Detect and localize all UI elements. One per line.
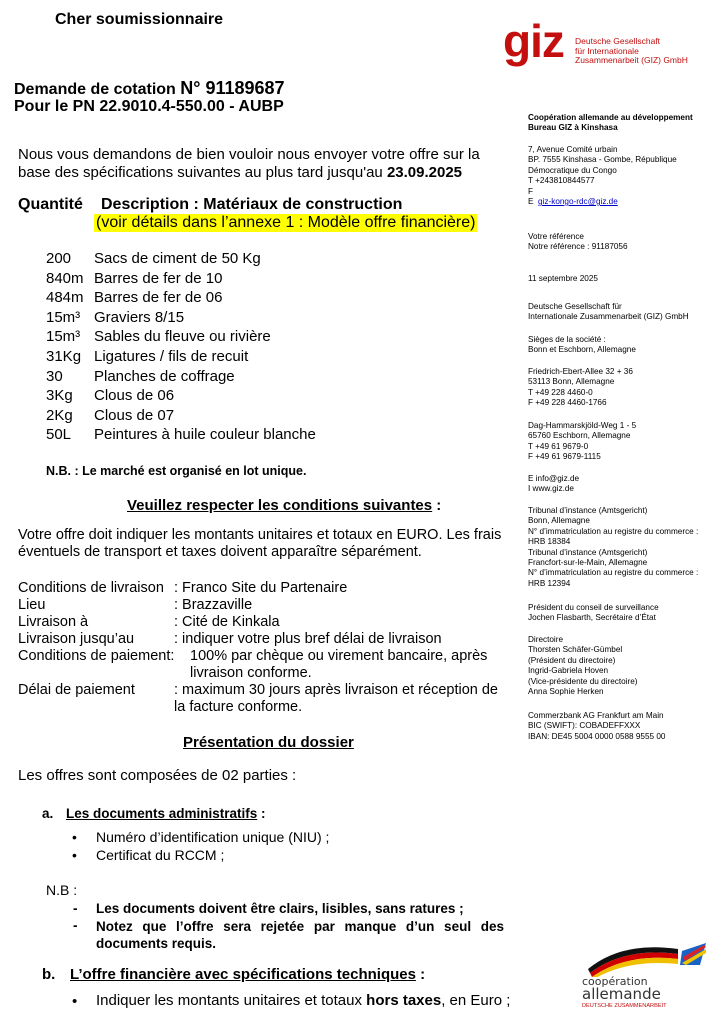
sidebar-line: (Vice-présidente du directoire) — [528, 676, 638, 686]
item-desc: Barres de fer de 10 — [94, 269, 223, 287]
quantity-header: Quantité — [18, 196, 83, 213]
conditions-heading-text: Veuillez respecter les conditions suivantes — [127, 497, 433, 514]
sidebar-line: F — [528, 186, 534, 196]
sidebar-line: F +49 228 4460-1766 — [528, 398, 607, 408]
part-a-suffix: : — [257, 806, 266, 821]
condition-label: Livraison à — [18, 614, 89, 630]
condition-value: : Brazzaville — [174, 597, 253, 613]
sidebar-address — [528, 145, 677, 207]
sidebar-line: Président du conseil de surveillance — [528, 603, 659, 612]
item-row — [46, 328, 271, 345]
item-qty: 15m³ — [46, 308, 81, 326]
item-qty: 2Kg — [46, 406, 73, 424]
part-b-item-post: , en Euro ; — [441, 992, 511, 1009]
sidebar-line: Deutsche Gesellschaft für — [528, 302, 622, 311]
part-b-suffix: : — [415, 966, 426, 983]
coop-word3: DEUTSCHE ZUSAMMENARBEIT — [582, 1003, 667, 1009]
item-qty: 30 — [46, 367, 63, 385]
sidebar-org: Bureau GIZ à Kinshasa — [528, 123, 618, 133]
conditions-heading-suffix: : — [432, 497, 442, 514]
nb-label: N.B : — [46, 882, 78, 898]
condition-label: Livraison jusqu’au — [18, 631, 135, 647]
cooperation-allemande-logo — [582, 935, 708, 1010]
bullet-icon: • — [72, 829, 77, 845]
sidebar-board — [528, 603, 659, 624]
sidebar-email-link[interactable]: giz-kongo-rdc@giz.de — [538, 197, 618, 207]
sidebar-line: Tribunal d’instance (Amtsgericht) — [528, 506, 648, 515]
part-a-item: Certificat du RCCM ; — [96, 847, 225, 863]
sidebar-line: I www.giz.de — [528, 484, 574, 494]
sidebar-web — [528, 474, 579, 495]
giz-logo-word: giz — [503, 15, 564, 67]
giz-logo-line: Deutsche Gesellschaft — [575, 36, 661, 46]
dash-icon: - — [73, 918, 78, 933]
description-header: Description : Matériaux de construction — [101, 196, 403, 213]
flag-swoosh-icon — [582, 935, 708, 977]
salutation: Cher soumissionnaire — [55, 11, 224, 28]
pn-line: Pour le PN 22.9010.4-550.00 - AUBP — [14, 98, 284, 115]
deadline: 23.09.2025 — [386, 164, 463, 181]
conditions-table — [18, 580, 508, 720]
item-row — [46, 250, 261, 267]
condition-value: 100% par chèque ou virement bancaire, après livraison conforme. — [190, 648, 488, 681]
sidebar-line: T +49 61 9679-0 — [528, 441, 589, 451]
nb-item: Notez que l’offre sera rejetée par manque d’un seul des documents requis. — [96, 919, 504, 951]
sidebar-email-label: E — [528, 197, 534, 207]
item-row — [46, 348, 248, 365]
sidebar-line: F +49 61 9679-1115 — [528, 452, 601, 462]
sidebar-tribunal — [528, 506, 698, 589]
item-qty: 840m — [46, 269, 84, 287]
item-qty: 31Kg — [46, 348, 82, 365]
giz-logo-line: Zusammenarbeit (GIZ) GmbH — [575, 55, 688, 65]
condition-label: Lieu — [18, 597, 46, 613]
item-desc: Sables du fleuve ou rivière — [94, 328, 271, 346]
sidebar-line: Thorsten Schäfer-Gümbel — [528, 645, 623, 655]
sidebar-line: Friedrich-Ebert-Allee 32 + 36 — [528, 367, 633, 376]
condition-label: Conditions de paiement: — [18, 648, 175, 664]
sidebar-line: Francfort-sur-le-Main, Allemagne — [528, 558, 648, 568]
sidebar-line: Bonn, Allemagne — [528, 516, 590, 526]
giz-logo-text — [575, 37, 688, 66]
coop-word1: coopération — [582, 975, 648, 988]
part-b-item-bold: hors taxes — [366, 992, 442, 1009]
sidebar-line: Ingrid-Gabriela Hoven — [528, 666, 609, 676]
condition-value: : Franco Site du Partenaire — [174, 580, 348, 596]
sidebar-bonn — [528, 367, 633, 409]
sidebar-line: IBAN: DE45 5004 0000 0588 9555 00 — [528, 731, 666, 741]
sidebar-line: N° d’immatriculation au registre du commerce : — [528, 526, 699, 536]
sidebar-org: Coopération allemande au développement — [528, 113, 693, 122]
sidebar-line: (Président du directoire) — [528, 655, 616, 665]
dossier-heading: Présentation du dossier — [183, 734, 354, 751]
bullet-icon: • — [72, 993, 78, 1010]
sidebar-line: Démocratique du Congo — [528, 165, 617, 175]
conditions-heading — [127, 497, 441, 514]
sidebar-line: Commerzbank AG Frankfurt am Main — [528, 711, 664, 720]
conditions-intro: Votre offre doit indiquer les montants unitaires et totaux en EURO. Les frais éventuels de transport et taxes doivent apparaître séparément. — [18, 527, 502, 560]
item-desc: Graviers 8/15 — [94, 308, 185, 326]
part-a-marker: a. — [42, 806, 54, 821]
item-qty: 50L — [46, 426, 72, 444]
item-qty: 484m — [46, 289, 84, 307]
giz-logo — [503, 15, 688, 76]
sidebar-line: Directoire — [528, 635, 564, 644]
dossier-intro: Les offres sont composées de 02 parties : — [18, 767, 297, 784]
sidebar — [528, 113, 708, 134]
item-desc: Sacs de ciment de 50 Kg — [94, 250, 261, 267]
sidebar-date: 11 septembre 2025 — [528, 274, 598, 283]
item-row — [46, 387, 174, 404]
item-desc: Peintures à huile couleur blanche — [94, 426, 316, 444]
part-a-title — [66, 806, 266, 821]
request-title — [14, 78, 285, 99]
item-desc: Clous de 07 — [94, 406, 175, 424]
part-b-title-text: L’offre financière avec spécifications techniques — [70, 966, 416, 983]
sidebar-line: E info@giz.de — [528, 474, 580, 483]
item-row — [46, 368, 235, 385]
sidebar-line: 65760 Eschborn, Allemagne — [528, 431, 631, 441]
sidebar-refs — [528, 232, 628, 253]
sidebar-line: Votre référence — [528, 232, 584, 241]
part-b-title — [70, 966, 425, 983]
intro-text — [18, 146, 508, 182]
condition-value: : indiquer votre plus bref délai de livraison — [174, 631, 442, 647]
sidebar-line: Tribunal d’instance (Amtsgericht) — [528, 547, 648, 557]
sidebar-line: 53113 Bonn, Allemagne — [528, 377, 615, 387]
sidebar-bank — [528, 711, 665, 742]
part-a-item: Numéro d’identification unique (NIU) ; — [96, 829, 330, 845]
condition-label: Conditions de livraison — [18, 580, 164, 596]
item-qty: 200 — [46, 250, 72, 267]
sidebar-line: Jochen Flasbarth, Secrétaire d’État — [528, 613, 656, 623]
dash-icon: - — [73, 901, 78, 916]
sidebar-line: N° d’immatriculation au registre du commerce : — [528, 568, 699, 578]
item-qty: 3Kg — [46, 387, 73, 405]
sidebar-line: Notre référence : 91187056 — [528, 242, 628, 252]
item-row — [46, 270, 222, 287]
annex-note: (voir détails dans l’annexe 1 : Modèle offre financière) — [96, 214, 476, 231]
condition-label: Délai de paiement — [18, 682, 135, 698]
coop-word2: allemande — [582, 985, 661, 1003]
item-desc: Clous de 06 — [94, 387, 175, 405]
sidebar-seats — [528, 335, 636, 356]
sidebar-line: Dag-Hammarskjöld-Weg 1 - 5 — [528, 421, 637, 430]
item-qty: 15m³ — [46, 328, 81, 346]
sidebar-line: BP. 7555 Kinshasa - Gombe, République — [528, 155, 677, 165]
sidebar-line: Bonn et Eschborn, Allemagne — [528, 345, 636, 355]
item-desc: Planches de coffrage — [94, 367, 235, 385]
sidebar-line: BIC (SWIFT): COBADEFFXXX — [528, 721, 641, 731]
sidebar-line: HRB 18384 — [528, 537, 571, 547]
sidebar-directors — [528, 635, 638, 697]
sidebar-line: Sièges de la société : — [528, 335, 606, 344]
item-row — [46, 289, 222, 306]
condition-value: : Cité de Kinkala — [174, 614, 280, 630]
condition-value: : maximum 30 jours après livraison et réception de la facture conforme. — [174, 682, 498, 715]
sidebar-company — [528, 302, 689, 323]
bullet-icon: • — [72, 847, 77, 863]
part-b-item — [96, 992, 510, 1009]
giz-logo-line: für Internationale — [575, 45, 639, 56]
item-row — [46, 407, 174, 424]
part-b-marker: b. — [42, 966, 56, 983]
part-b-item-pre: Indiquer les montants unitaires et totaux — [96, 992, 367, 1009]
sidebar-eschborn — [528, 421, 636, 463]
part-a-title-text: Les documents administratifs — [66, 806, 258, 821]
sidebar-line: Internationale Zusammenarbeit (GIZ) GmbH — [528, 312, 689, 322]
request-number: N° 91189687 — [180, 78, 285, 98]
item-row — [46, 309, 184, 326]
sidebar-line: T +49 228 4460-0 — [528, 387, 593, 397]
item-row — [46, 426, 316, 443]
intro-body: Nous vous demandons de bien vouloir nous envoyer votre offre sur la base des spécifications suivantes au plus tard jusqu'au — [18, 146, 480, 181]
sidebar-line: HRB 12394 — [528, 578, 571, 588]
item-desc: Ligatures / fils de recuit — [94, 348, 249, 365]
item-desc: Barres de fer de 06 — [94, 289, 223, 307]
sidebar-line: 7, Avenue Comité urbain — [528, 145, 618, 154]
sidebar-line: T +243810844577 — [528, 176, 595, 186]
nb-lot: N.B. : Le marché est organisé en lot unique. — [46, 464, 307, 478]
request-title-label: Demande de cotation — [14, 81, 176, 98]
sidebar-line: Anna Sophie Herken — [528, 687, 604, 697]
nb-item: Les documents doivent être clairs, lisibles, sans ratures ; — [96, 901, 464, 916]
